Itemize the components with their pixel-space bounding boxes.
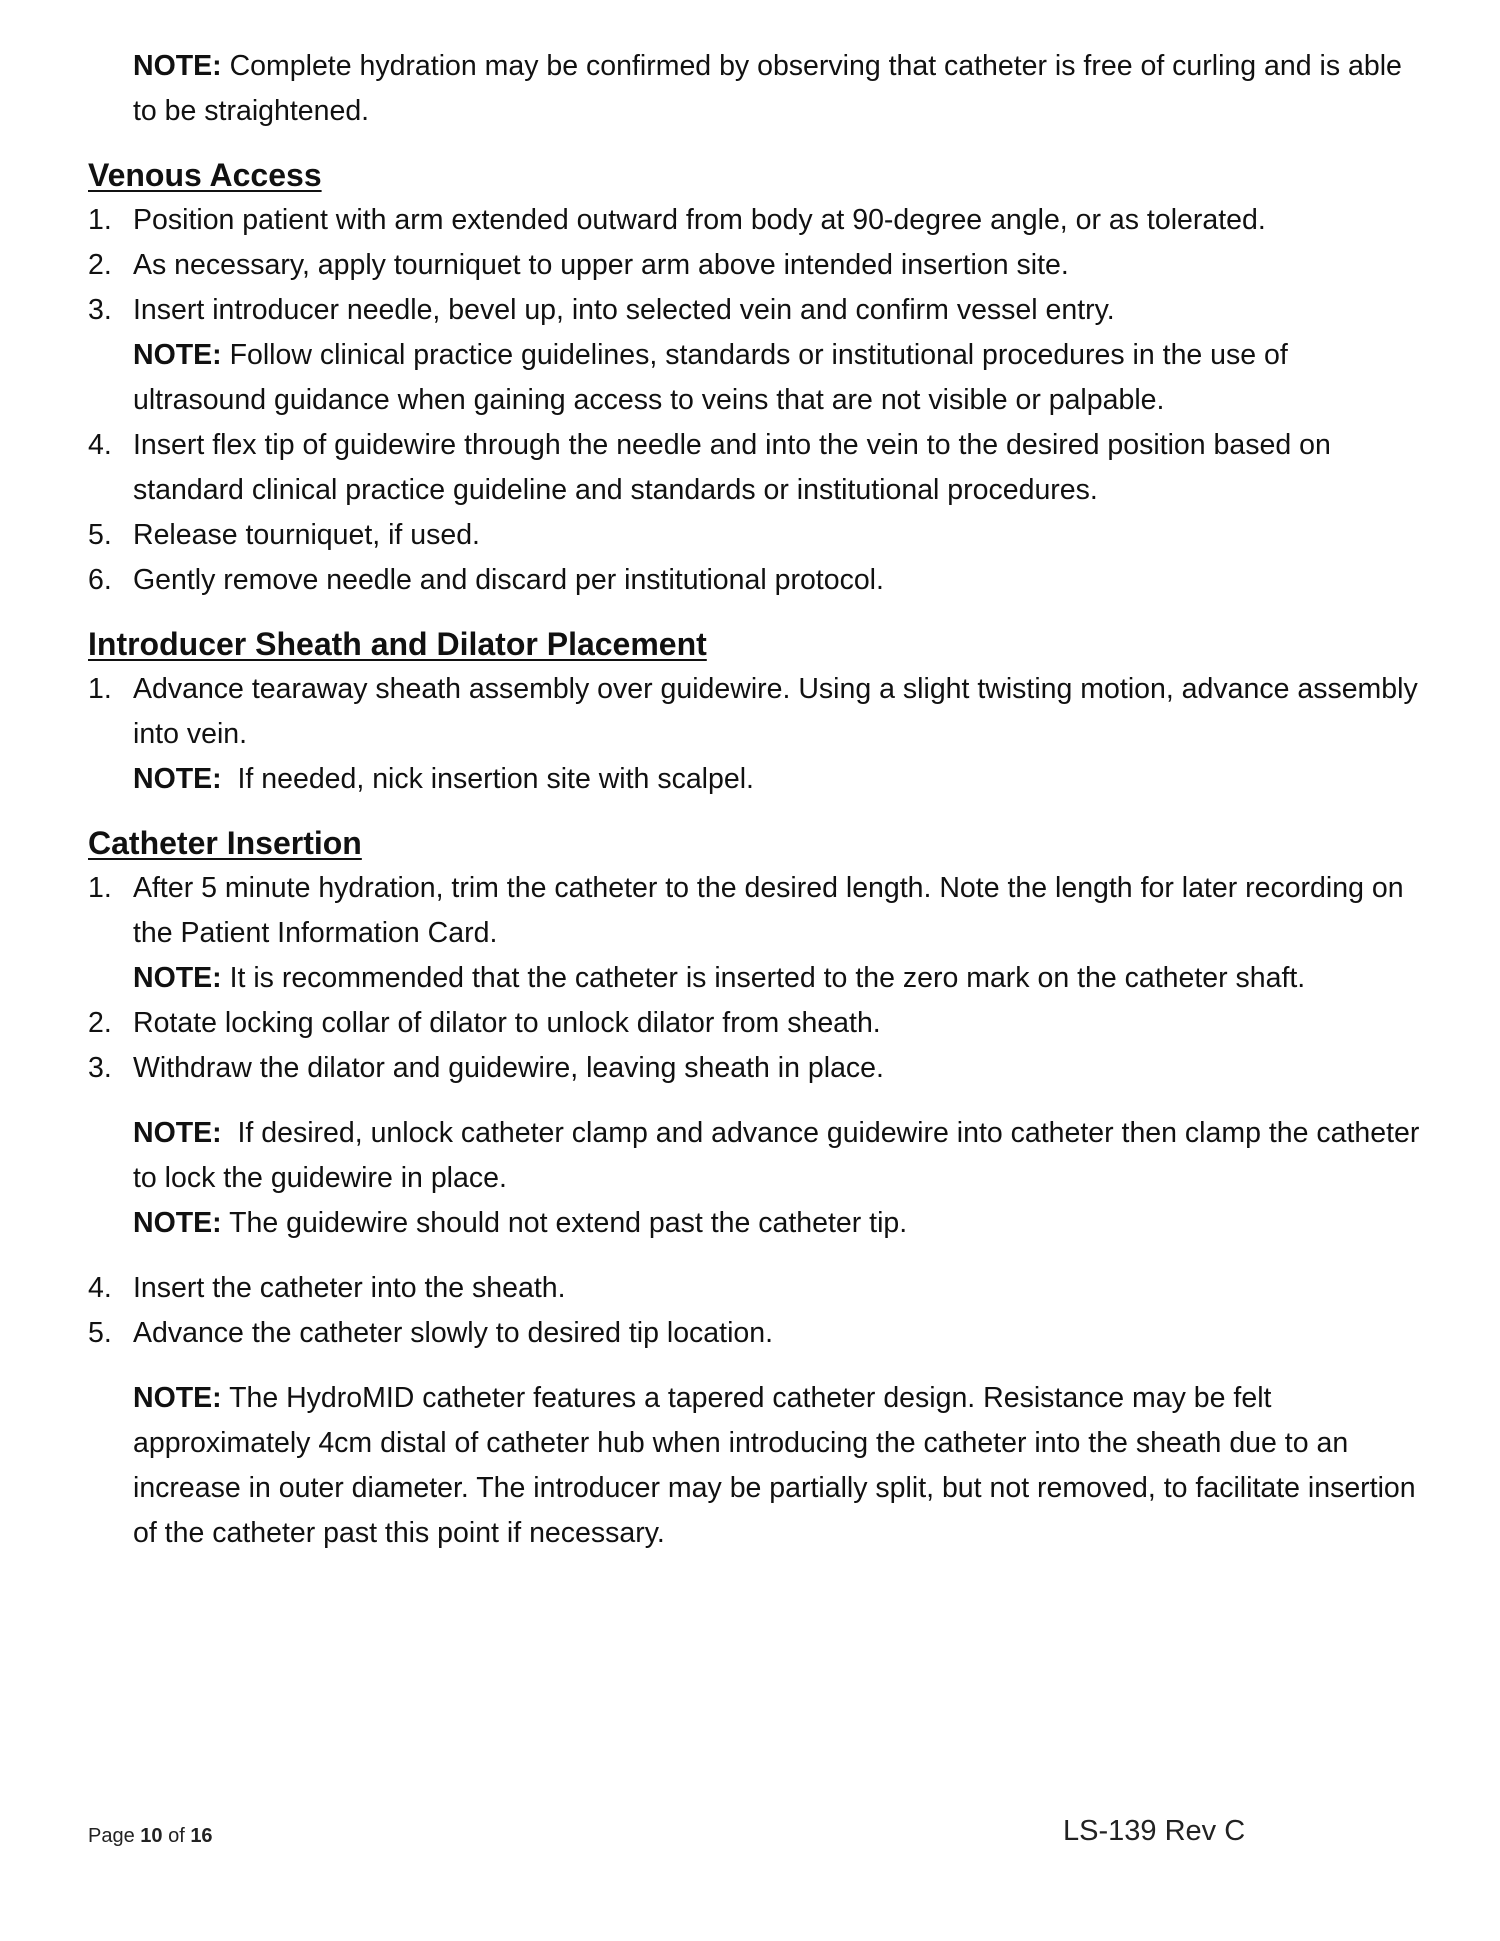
step-number: 2. [88, 249, 112, 281]
step-number: 6. [88, 564, 112, 596]
current-page: 10 [140, 1825, 163, 1847]
section-heading-venous-access: Venous Access [88, 157, 322, 193]
catheter-steps-a [88, 866, 1420, 1091]
list-item [88, 198, 1420, 243]
step-number: 1. [88, 673, 112, 705]
step-text: Release tourniquet, if used. [133, 519, 480, 551]
step-number: 5. [88, 1317, 112, 1349]
step-text: Insert flex tip of guidewire through the needle and into the vein to the desired position based on standard clinical practice guideline and standards or institutional procedures. [133, 429, 1331, 506]
step-number: 1. [88, 204, 112, 236]
total-pages: 16 [190, 1825, 213, 1847]
list-item [88, 513, 1420, 558]
step-number: 3. [88, 1052, 112, 1084]
step-text: Rotate locking collar of dilator to unlock dilator from sheath. [133, 1007, 881, 1039]
page-prefix: Page [88, 1825, 141, 1847]
step-text: Advance the catheter slowly to desired tip location. [133, 1317, 774, 1349]
note-text: It is recommended that the catheter is inserted to the zero mark on the catheter shaft. [221, 962, 1306, 994]
list-item [88, 423, 1420, 513]
step-text: Insert the catheter into the sheath. [133, 1272, 566, 1304]
step-text: Withdraw the dilator and guidewire, leaving sheath in place. [133, 1052, 884, 1084]
guidewire-note [88, 1111, 1428, 1246]
list-item [88, 288, 1420, 423]
section-heading-introducer-sheath: Introducer Sheath and Dilator Placement [88, 626, 707, 662]
list-item [88, 1311, 1420, 1356]
step-text: After 5 minute hydration, trim the catheter to the desired length. Note the length for later recording on the Patient Information Card. [133, 872, 1404, 949]
step-number: 2. [88, 1007, 112, 1039]
page-of: of [162, 1825, 191, 1847]
page-number [88, 1825, 213, 1848]
step-number: 4. [88, 429, 112, 461]
step-text: Insert introducer needle, bevel up, into selected vein and confirm vessel entry. [133, 294, 1115, 326]
venous-access-steps [88, 198, 1420, 603]
hydration-note [88, 44, 1420, 134]
step-number: 1. [88, 872, 112, 904]
note-text: If needed, nick insertion site with scalpel. [221, 763, 754, 795]
note-label: NOTE: [133, 1117, 222, 1149]
note-text: If desired, unlock catheter clamp and advance guidewire into catheter then clamp the catheter to lock the guidewire in place. [133, 1117, 1428, 1194]
list-item [88, 1046, 1420, 1091]
document-code: LS-139 Rev C [1063, 1815, 1246, 1847]
note-text: The guidewire should not extend past the catheter tip. [221, 1207, 908, 1239]
step-text: Advance tearaway sheath assembly over guidewire. Using a slight twisting motion, advance assembly into vein. [133, 673, 1418, 750]
list-item [88, 1001, 1420, 1046]
step-text: As necessary, apply tourniquet to upper arm above intended insertion site. [133, 249, 1069, 281]
note-label: NOTE: [133, 339, 222, 371]
note-label: NOTE: [133, 1207, 222, 1239]
note-text: The HydroMID catheter features a tapered catheter design. Resistance may be felt approximately 4cm distal of catheter hub when introducing the catheter into the sheath due to an increase in outer diameter. The introducer may be partially split, but not removed, to facilitate insertion of the catheter past this point if necessary. [133, 1382, 1416, 1549]
note-text: Complete hydration may be confirmed by observing that catheter is free of curling and is able to be straightened. [133, 50, 1402, 127]
page-content [88, 44, 1428, 1556]
note-label: NOTE: [133, 763, 222, 795]
list-item [88, 558, 1420, 603]
section-heading-catheter-insertion: Catheter Insertion [88, 825, 362, 861]
note-text: Follow clinical practice guidelines, standards or institutional procedures in the use of ultrasound guidance when gaining access to veins that are not visible or palpable. [133, 339, 1288, 416]
list-item [88, 667, 1420, 802]
step-number: 5. [88, 519, 112, 551]
note-label: NOTE: [133, 962, 222, 994]
catheter-steps-b [88, 1266, 1420, 1356]
list-item [88, 243, 1420, 288]
introducer-steps [88, 667, 1420, 802]
step-text: Position patient with arm extended outward from body at 90-degree angle, or as tolerated. [133, 204, 1266, 236]
note-label: NOTE: [133, 1382, 222, 1414]
tapered-catheter-note [88, 1376, 1420, 1556]
list-item [88, 1266, 1420, 1311]
note-label: NOTE: [133, 50, 222, 82]
step-number: 4. [88, 1272, 112, 1304]
list-item [88, 866, 1420, 1001]
step-number: 3. [88, 294, 112, 326]
step-text: Gently remove needle and discard per institutional protocol. [133, 564, 884, 596]
